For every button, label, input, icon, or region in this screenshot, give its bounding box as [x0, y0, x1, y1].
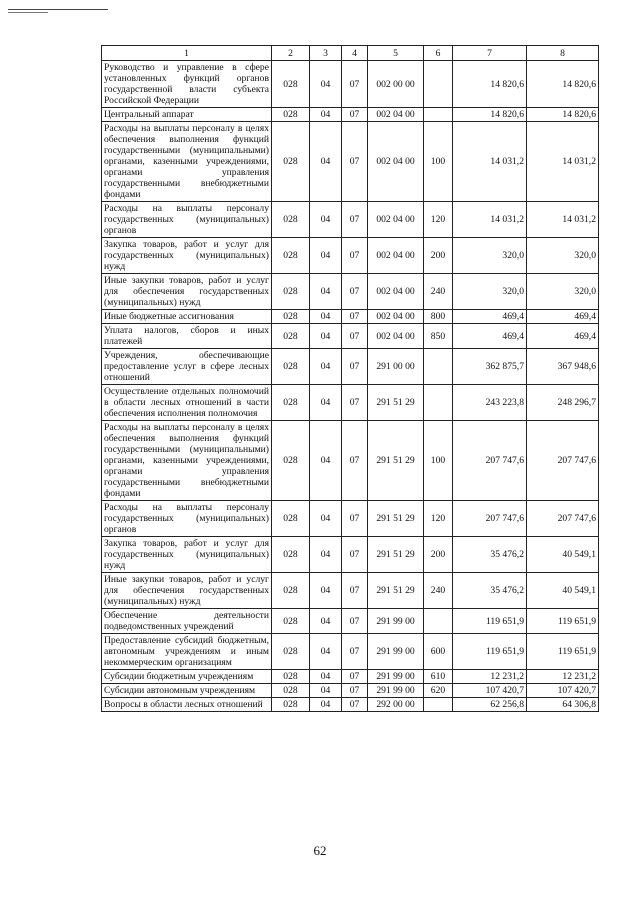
- row-expense-type-cell: 120: [424, 501, 453, 537]
- table-row: [102, 421, 599, 501]
- row-section-cell: 04: [310, 385, 342, 421]
- row-subsection-cell: 07: [342, 670, 368, 684]
- row-target-item-cell: 002 04 00: [368, 310, 424, 324]
- row-section-cell: 04: [310, 501, 342, 537]
- row-target-item-cell: 291 00 00: [368, 349, 424, 385]
- table-row: [102, 310, 599, 324]
- table-row: [102, 609, 599, 634]
- row-target-item-cell: 291 51 29: [368, 501, 424, 537]
- row-target-item-cell: 002 04 00: [368, 324, 424, 349]
- row-target-item-cell: 002 04 00: [368, 122, 424, 202]
- row-amount-year1-cell: 35 476,2: [453, 537, 527, 573]
- row-admin-code-cell: 028: [272, 238, 310, 274]
- row-amount-year2-cell: 248 296,7: [527, 385, 599, 421]
- header-cell: 4: [342, 46, 368, 61]
- row-section-cell: 04: [310, 122, 342, 202]
- table-row: [102, 349, 599, 385]
- row-name-cell: Субсидии автономным учреждениям: [102, 684, 272, 698]
- row-amount-year2-cell: 119 651,9: [527, 609, 599, 634]
- row-admin-code-cell: 028: [272, 349, 310, 385]
- row-target-item-cell: 002 04 00: [368, 108, 424, 122]
- row-subsection-cell: 07: [342, 385, 368, 421]
- row-amount-year1-cell: 320,0: [453, 274, 527, 310]
- row-amount-year2-cell: 64 306,8: [527, 698, 599, 712]
- row-target-item-cell: 291 51 29: [368, 385, 424, 421]
- table-row: [102, 61, 599, 108]
- table-row: [102, 274, 599, 310]
- row-admin-code-cell: 028: [272, 202, 310, 238]
- row-section-cell: 04: [310, 310, 342, 324]
- row-amount-year2-cell: 107 420,7: [527, 684, 599, 698]
- header-cell: 2: [272, 46, 310, 61]
- row-target-item-cell: 292 00 00: [368, 698, 424, 712]
- row-name-cell: Вопросы в области лесных отношений: [102, 698, 272, 712]
- row-admin-code-cell: 028: [272, 670, 310, 684]
- row-section-cell: 04: [310, 698, 342, 712]
- row-admin-code-cell: 028: [272, 684, 310, 698]
- row-subsection-cell: 07: [342, 61, 368, 108]
- row-subsection-cell: 07: [342, 274, 368, 310]
- row-target-item-cell: 291 99 00: [368, 609, 424, 634]
- row-name-cell: Уплата налогов, сборов и иных платежей: [102, 324, 272, 349]
- row-amount-year1-cell: 320,0: [453, 238, 527, 274]
- row-name-cell: Расходы на выплаты персоналу государственных (муниципальных) органов: [102, 501, 272, 537]
- row-name-cell: Расходы на выплаты персоналу государственных (муниципальных) органов: [102, 202, 272, 238]
- row-amount-year2-cell: 14 820,6: [527, 108, 599, 122]
- row-amount-year2-cell: 469,4: [527, 324, 599, 349]
- row-expense-type-cell: [424, 61, 453, 108]
- row-section-cell: 04: [310, 349, 342, 385]
- row-expense-type-cell: 850: [424, 324, 453, 349]
- row-target-item-cell: 291 51 29: [368, 537, 424, 573]
- row-amount-year2-cell: 320,0: [527, 238, 599, 274]
- row-amount-year2-cell: 469,4: [527, 310, 599, 324]
- row-expense-type-cell: [424, 609, 453, 634]
- row-subsection-cell: 07: [342, 609, 368, 634]
- row-amount-year1-cell: 362 875,7: [453, 349, 527, 385]
- row-amount-year1-cell: 14 820,6: [453, 61, 527, 108]
- row-admin-code-cell: 028: [272, 122, 310, 202]
- header-row: [102, 46, 599, 61]
- row-amount-year2-cell: 207 747,6: [527, 421, 599, 501]
- table-row: [102, 634, 599, 670]
- row-name-cell: Иные закупки товаров, работ и услуг для обеспечения государственных (муниципальных) нужд: [102, 573, 272, 609]
- top-rule-short: [8, 12, 48, 13]
- table-row: [102, 385, 599, 421]
- row-admin-code-cell: 028: [272, 274, 310, 310]
- row-amount-year1-cell: 207 747,6: [453, 421, 527, 501]
- row-subsection-cell: 07: [342, 698, 368, 712]
- row-expense-type-cell: 620: [424, 684, 453, 698]
- table-row: [102, 573, 599, 609]
- row-name-cell: Закупка товаров, работ и услуг для государственных (муниципальных) нужд: [102, 238, 272, 274]
- row-section-cell: 04: [310, 421, 342, 501]
- row-name-cell: Субсидии бюджетным учреждениям: [102, 670, 272, 684]
- row-subsection-cell: 07: [342, 324, 368, 349]
- row-name-cell: Расходы на выплаты персоналу в целях обеспечения выполнения функций государственными (муниципальными) органами, казенными учреждениями, органами управления государственными внебюджетными фондами: [102, 421, 272, 501]
- row-name-cell: Руководство и управление в сфере установленных функций органов государственной власти субъекта Российской Федерации: [102, 61, 272, 108]
- row-subsection-cell: 07: [342, 108, 368, 122]
- table-row: [102, 324, 599, 349]
- row-section-cell: 04: [310, 324, 342, 349]
- row-subsection-cell: 07: [342, 202, 368, 238]
- row-admin-code-cell: 028: [272, 698, 310, 712]
- row-amount-year1-cell: 35 476,2: [453, 573, 527, 609]
- row-subsection-cell: 07: [342, 238, 368, 274]
- row-expense-type-cell: 600: [424, 634, 453, 670]
- row-target-item-cell: 291 99 00: [368, 684, 424, 698]
- row-admin-code-cell: 028: [272, 609, 310, 634]
- row-amount-year1-cell: 14 031,2: [453, 122, 527, 202]
- header-cell: 7: [453, 46, 527, 61]
- row-target-item-cell: 002 00 00: [368, 61, 424, 108]
- row-name-cell: Иные бюджетные ассигнования: [102, 310, 272, 324]
- row-section-cell: 04: [310, 108, 342, 122]
- row-amount-year1-cell: 119 651,9: [453, 609, 527, 634]
- row-section-cell: 04: [310, 537, 342, 573]
- row-section-cell: 04: [310, 274, 342, 310]
- row-expense-type-cell: 100: [424, 421, 453, 501]
- page-number: 62: [313, 843, 327, 858]
- row-expense-type-cell: 240: [424, 573, 453, 609]
- row-admin-code-cell: 028: [272, 573, 310, 609]
- table-row: [102, 122, 599, 202]
- row-amount-year2-cell: 14 820,6: [527, 61, 599, 108]
- row-amount-year2-cell: 119 651,9: [527, 634, 599, 670]
- table-row: [102, 238, 599, 274]
- row-admin-code-cell: 028: [272, 634, 310, 670]
- row-amount-year1-cell: 243 223,8: [453, 385, 527, 421]
- header-cell: 1: [102, 46, 272, 61]
- row-amount-year2-cell: 12 231,2: [527, 670, 599, 684]
- row-expense-type-cell: [424, 385, 453, 421]
- row-expense-type-cell: 120: [424, 202, 453, 238]
- row-section-cell: 04: [310, 61, 342, 108]
- row-expense-type-cell: [424, 698, 453, 712]
- row-section-cell: 04: [310, 634, 342, 670]
- row-target-item-cell: 291 99 00: [368, 670, 424, 684]
- row-section-cell: 04: [310, 670, 342, 684]
- table-row: [102, 684, 599, 698]
- row-target-item-cell: 291 51 29: [368, 421, 424, 501]
- row-amount-year2-cell: 14 031,2: [527, 122, 599, 202]
- row-amount-year1-cell: 14 031,2: [453, 202, 527, 238]
- top-rule: [8, 9, 108, 10]
- table-row: [102, 670, 599, 684]
- row-name-cell: Предоставление субсидий бюджетным, автономным учреждениям и иным некоммерческим организациям: [102, 634, 272, 670]
- row-name-cell: Расходы на выплаты персоналу в целях обеспечения выполнения функций государственными (муниципальными) органами, казенными учреждениями, органами управления государственными внебюджетными фондами: [102, 122, 272, 202]
- row-admin-code-cell: 028: [272, 108, 310, 122]
- row-admin-code-cell: 028: [272, 324, 310, 349]
- row-subsection-cell: 07: [342, 537, 368, 573]
- row-amount-year1-cell: 62 256,8: [453, 698, 527, 712]
- row-target-item-cell: 291 99 00: [368, 634, 424, 670]
- table-row: [102, 537, 599, 573]
- row-amount-year2-cell: 207 747,6: [527, 501, 599, 537]
- row-expense-type-cell: 610: [424, 670, 453, 684]
- row-amount-year2-cell: 40 549,1: [527, 537, 599, 573]
- row-amount-year2-cell: 320,0: [527, 274, 599, 310]
- row-name-cell: Закупка товаров, работ и услуг для государственных (муниципальных) нужд: [102, 537, 272, 573]
- row-target-item-cell: 002 04 00: [368, 238, 424, 274]
- row-expense-type-cell: 800: [424, 310, 453, 324]
- table-row: [102, 698, 599, 712]
- row-expense-type-cell: [424, 108, 453, 122]
- row-amount-year1-cell: 119 651,9: [453, 634, 527, 670]
- row-admin-code-cell: 028: [272, 310, 310, 324]
- row-admin-code-cell: 028: [272, 537, 310, 573]
- row-admin-code-cell: 028: [272, 501, 310, 537]
- row-target-item-cell: 002 04 00: [368, 274, 424, 310]
- row-subsection-cell: 07: [342, 684, 368, 698]
- row-subsection-cell: 07: [342, 310, 368, 324]
- row-amount-year2-cell: 14 031,2: [527, 202, 599, 238]
- row-subsection-cell: 07: [342, 349, 368, 385]
- row-target-item-cell: 291 51 29: [368, 573, 424, 609]
- row-subsection-cell: 07: [342, 421, 368, 501]
- row-expense-type-cell: 100: [424, 122, 453, 202]
- row-amount-year1-cell: 207 747,6: [453, 501, 527, 537]
- row-target-item-cell: 002 04 00: [368, 202, 424, 238]
- row-section-cell: 04: [310, 202, 342, 238]
- row-amount-year1-cell: 469,4: [453, 324, 527, 349]
- table-row: [102, 501, 599, 537]
- row-amount-year1-cell: 12 231,2: [453, 670, 527, 684]
- row-subsection-cell: 07: [342, 573, 368, 609]
- row-admin-code-cell: 028: [272, 61, 310, 108]
- table-row: [102, 108, 599, 122]
- header-cell: 5: [368, 46, 424, 61]
- header-cell: 3: [310, 46, 342, 61]
- budget-table: [101, 45, 599, 712]
- row-subsection-cell: 07: [342, 501, 368, 537]
- row-expense-type-cell: 200: [424, 238, 453, 274]
- row-subsection-cell: 07: [342, 634, 368, 670]
- row-section-cell: 04: [310, 609, 342, 634]
- row-name-cell: Центральный аппарат: [102, 108, 272, 122]
- row-subsection-cell: 07: [342, 122, 368, 202]
- row-admin-code-cell: 028: [272, 421, 310, 501]
- row-name-cell: Обеспечение деятельности подведомственных учреждений: [102, 609, 272, 634]
- row-name-cell: Учреждения, обеспечивающие предоставление услуг в сфере лесных отношений: [102, 349, 272, 385]
- row-amount-year1-cell: 14 820,6: [453, 108, 527, 122]
- header-cell: 6: [424, 46, 453, 61]
- table-row: [102, 202, 599, 238]
- row-section-cell: 04: [310, 573, 342, 609]
- row-name-cell: Осуществление отдельных полномочий в области лесных отношений в части обеспечения исполнения полномочия: [102, 385, 272, 421]
- row-amount-year1-cell: 469,4: [453, 310, 527, 324]
- row-amount-year2-cell: 367 948,6: [527, 349, 599, 385]
- row-section-cell: 04: [310, 238, 342, 274]
- row-amount-year1-cell: 107 420,7: [453, 684, 527, 698]
- row-expense-type-cell: [424, 349, 453, 385]
- header-cell: 8: [527, 46, 599, 61]
- row-expense-type-cell: 200: [424, 537, 453, 573]
- row-name-cell: Иные закупки товаров, работ и услуг для обеспечения государственных (муниципальных) нужд: [102, 274, 272, 310]
- table-body: [102, 61, 599, 712]
- row-amount-year2-cell: 40 549,1: [527, 573, 599, 609]
- row-admin-code-cell: 028: [272, 385, 310, 421]
- row-expense-type-cell: 240: [424, 274, 453, 310]
- row-section-cell: 04: [310, 684, 342, 698]
